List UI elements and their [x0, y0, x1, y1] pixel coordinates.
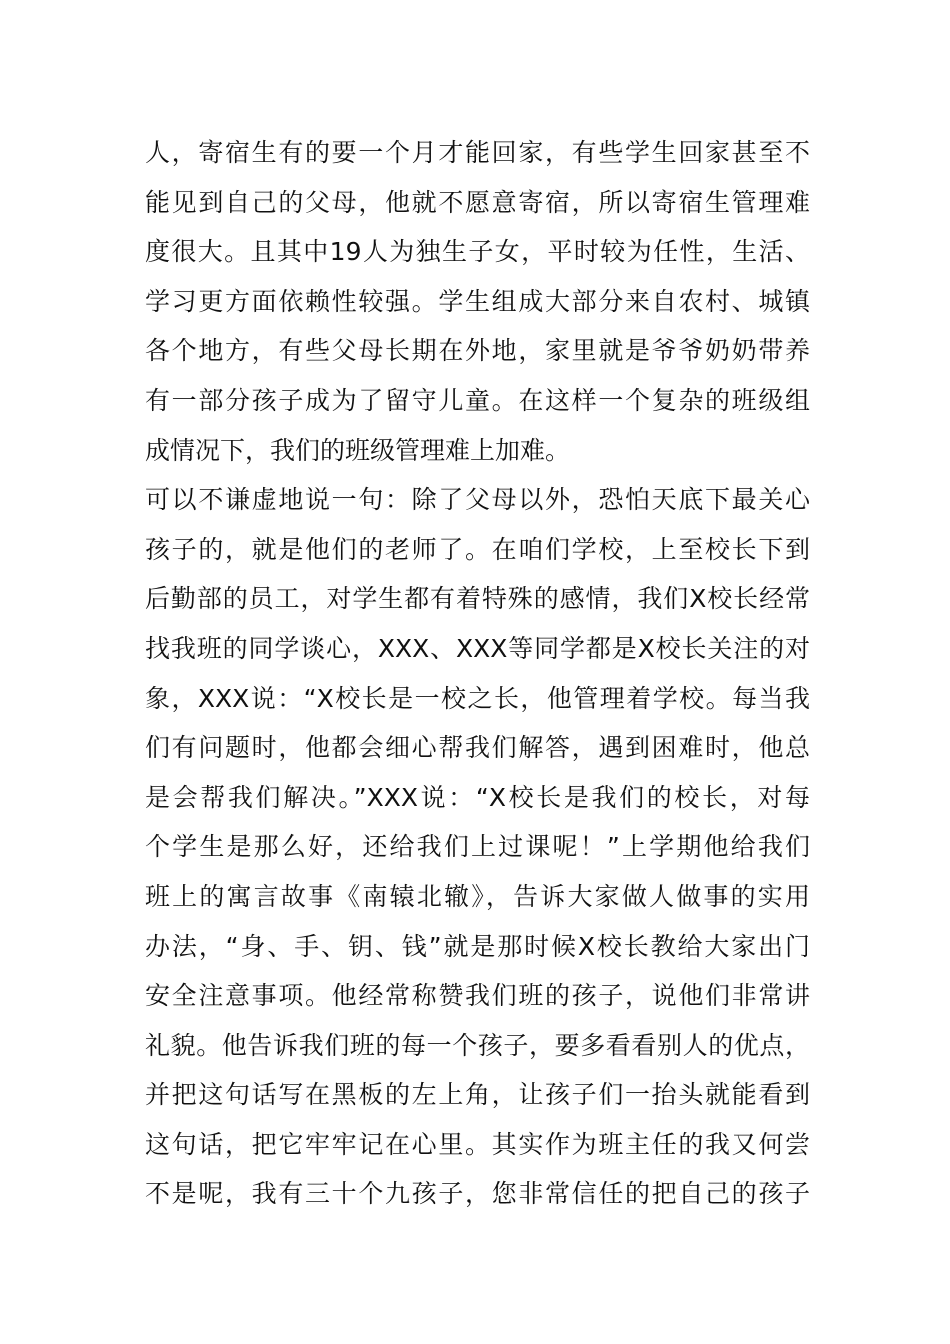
text-line: 各个地方，有些父母长期在外地，家里就是爷爷奶奶带养: [145, 336, 810, 366]
text-line: 找我班的同学谈心，XXX、XXX等同学都是X校长关注的对: [145, 633, 810, 663]
text-line: 个学生是那么好，还给我们上过课呢！”上学期他给我们: [145, 832, 810, 862]
text-line: 办法，“身、手、钥、钱”就是那时候X校长教给大家出门: [145, 931, 810, 961]
text-line: 可以不谦虚地说一句：除了父母以外，恐怕天底下最关心: [145, 485, 810, 515]
text-line: 安全注意事项。他经常称赞我们班的孩子，说他们非常讲: [145, 981, 810, 1011]
text-line: 礼貌。他告诉我们班的每一个孩子，要多看看别人的优点，: [145, 1030, 810, 1060]
body-text: [145, 128, 810, 1219]
text-line: 们有问题时，他都会细心帮我们解答，遇到困难时，他总: [145, 733, 810, 763]
text-line: 成情况下，我们的班级管理难上加难。: [145, 435, 571, 465]
text-line: 并把这句话写在黑板的左上角，让孩子们一抬头就能看到: [145, 1080, 810, 1110]
text-line: 度很大。且其中19人为独生子女，平时较为任性，生活、: [145, 237, 810, 267]
text-line: 象，XXX说：“X校长是一校之长，他管理着学校。每当我: [145, 683, 810, 713]
text-line: 不是呢，我有三十个九孩子，您非常信任的把自己的孩子: [145, 1179, 810, 1209]
text-line: 孩子的，就是他们的老师了。在咱们学校，上至校长下到: [145, 534, 810, 564]
text-line: 后勤部的员工，对学生都有着特殊的感情，我们X校长经常: [145, 584, 810, 614]
text-line: 学习更方面依赖性较强。学生组成大部分来自农村、城镇: [145, 286, 810, 316]
text-line: 能见到自己的父母，他就不愿意寄宿，所以寄宿生管理难: [145, 187, 810, 217]
text-line: 班上的寓言故事《南辕北辙》，告诉大家做人做事的实用: [145, 881, 810, 911]
text-line: 是会帮我们解决。”XXX说：“X校长是我们的校长，对每: [145, 782, 810, 812]
text-line: 这句话，把它牢牢记在心里。其实作为班主任的我又何尝: [145, 1129, 810, 1159]
text-line: 有一部分孩子成为了留守儿童。在这样一个复杂的班级组: [145, 385, 810, 415]
text-line: 人，寄宿生有的要一个月才能回家，有些学生回家甚至不: [145, 138, 810, 167]
